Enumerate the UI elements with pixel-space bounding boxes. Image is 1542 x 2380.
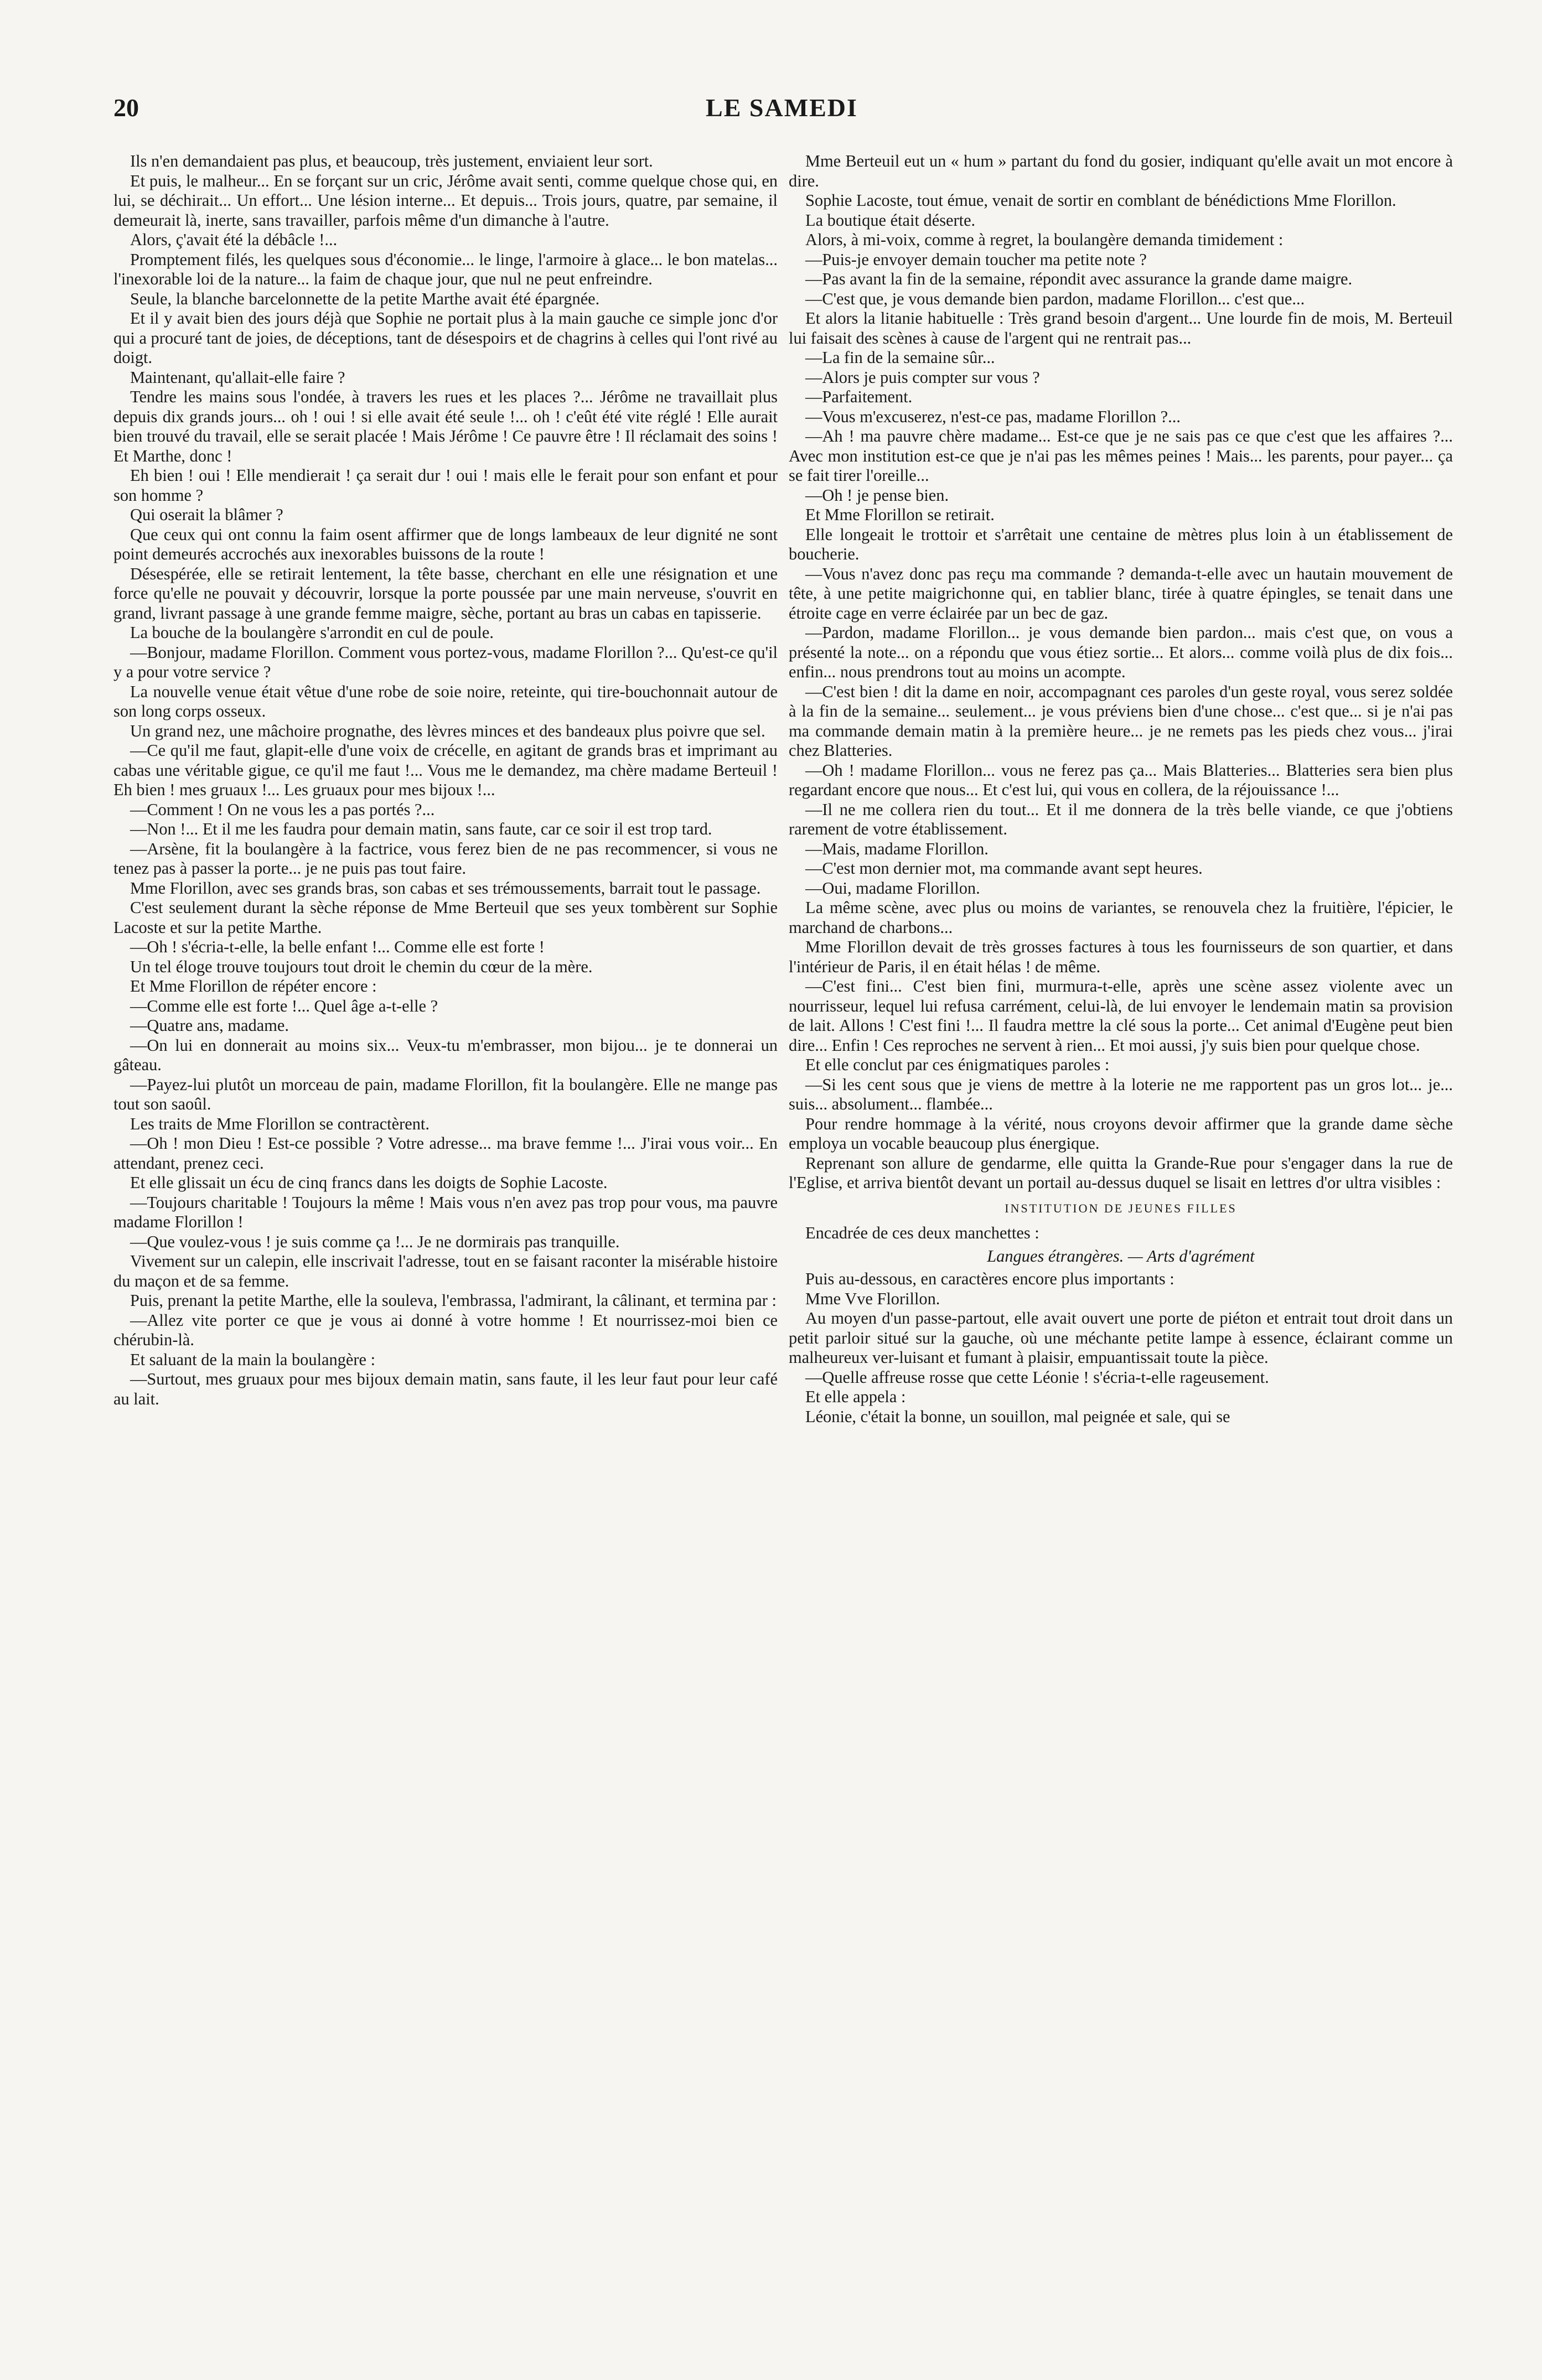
paragraph: —Quelle affreuse rosse que cette Léonie ! s'écria-t-elle rageusement. <box>805 1367 1269 1387</box>
paragraph: La nouvelle venue était vêtue d'une robe de soie noire, reteinte, qui tire-bouchonnait autour de son long corps osseux. <box>113 682 778 720</box>
paragraph: Qui oserait la blâmer ? <box>130 505 283 524</box>
paragraph: Et elle appela : <box>805 1387 906 1406</box>
paragraph: —Ce qu'il me faut, glapit-elle d'une voix de crécelle, en agitant de grands bras et imprimant au cabas une véritable gigue, ce qu'il me faut !... Vous me le demandez, ma chère madame Berteuil ! Eh bien ! mes gruaux !... Les gruaux pour mes bijoux !... <box>113 741 778 799</box>
paragraph: —Surtout, mes gruaux pour mes bijoux demain matin, sans faute, il les leur faut pour leur café au lait. <box>113 1370 778 1408</box>
paragraph: —Parfaitement. <box>805 387 913 406</box>
paragraph: Sophie Lacoste, tout émue, venait de sortir en comblant de bénédictions Mme Florillon. <box>805 191 1396 210</box>
paragraph: Léonie, c'était la bonne, un souillon, mal peignée et sale, qui se <box>805 1407 1230 1426</box>
right-column-part-c <box>789 1269 1453 1427</box>
paragraph: —C'est bien ! dit la dame en noir, accompagnant ces paroles d'un geste royal, vous serez soldée à la fin de la semaine... seulement... je vous préviens bien d'une chose... c'est que... si je n'ai pas ma commande demain matin à la première heure... je ne remets pas les pieds chez vous... j'irai chez Blatteries. <box>789 682 1453 760</box>
paragraph: Eh bien ! oui ! Elle mendierait ! ça serait dur ! oui ! mais elle le ferait pour son enfant et pour son homme ? <box>113 466 778 505</box>
paragraph: —C'est fini... C'est bien fini, murmura-t-elle, après une scène assez violente avec un nourrisseur, lequel lui refusa carrément, celui-là, de lui envoyer le lendemain matin sa provision de lait. Allons ! C'est fini !... Il faudra mettre la clé sous la porte... Cet animal d'Eugène peut bien dire... Enfin ! Ces reproches ne servent à rien... Et moi aussi, j'y suis bien pour quelque chose. <box>789 977 1453 1055</box>
paragraph: —Payez-lui plutôt un morceau de pain, madame Florillon, fit la boulangère. Elle ne mange pas tout son saoûl. <box>113 1075 778 1113</box>
paragraph: Au moyen d'un passe-partout, elle avait ouvert une porte de piéton et entrait tout droit dans un petit parloir situé sur la gauche, où une méchante petite lampe à essence, éclairant comme un malheureux ver-luisant et fumant à plaisir, empuantissait toute la pièce. <box>789 1309 1453 1367</box>
paragraph: Mme Florillon, avec ses grands bras, son cabas et ses trémoussements, barrait tout le passage. <box>130 878 761 898</box>
paragraph: Et Mme Florillon de répéter encore : <box>130 977 377 995</box>
paragraph: —Vous m'excuserez, n'est-ce pas, madame Florillon ?... <box>805 407 1181 426</box>
paragraph: —On lui en donnerait au moins six... Veux-tu m'embrasser, mon bijou... je te donnerai un gâteau. <box>113 1035 778 1074</box>
left-column <box>113 152 778 2326</box>
right-column <box>789 152 1453 2326</box>
paragraph: Mme Berteuil eut un « hum » partant du fond du gosier, indiquant qu'elle avait un mot encore à dire. <box>789 152 1453 190</box>
paragraph: —Arsène, fit la boulangère à la factrice, vous ferez bien de ne pas recommencer, si vous ne tenez pas à passer la porte... je ne puis pas tout faire. <box>113 839 778 878</box>
paragraph: —Mais, madame Florillon. <box>805 839 989 858</box>
paragraph: —C'est que, je vous demande bien pardon, madame Florillon... c'est que... <box>805 289 1305 308</box>
paragraph: —Oh ! madame Florillon... vous ne ferez pas ça... Mais Blatteries... Blatteries sera bien plus regardant encore que nous... Et c'est lui, qui vous en collera, de la réjouissance !... <box>789 760 1453 799</box>
paragraph: La même scène, avec plus ou moins de variantes, se renouvela chez la fruitière, l'épicier, le marchand de charbons... <box>789 898 1453 937</box>
paragraph: —Pardon, madame Florillon... je vous demande bien pardon... mais c'est que, on vous a présenté la note... on a répondu que vous étiez sortie... Et alors... comme voilà plus de dix fois... enfin... nous prendrons tout au moins un acompte. <box>789 623 1453 681</box>
paragraph: —Toujours charitable ! Toujours la même ! Mais vous n'en avez pas trop pour vous, ma pauvre madame Florillon ! <box>113 1192 778 1231</box>
paragraph: Mme Vve Florillon. <box>805 1289 940 1308</box>
paragraph: —Pas avant la fin de la semaine, répondit avec assurance la grande dame maigre. <box>805 269 1353 288</box>
paragraph: —La fin de la semaine sûr... <box>805 348 995 367</box>
paragraph: Mme Florillon devait de très grosses factures à tous les fournisseurs de son quartier, et dans l'intérieur de Paris, il en était hélas ! de même. <box>789 937 1453 976</box>
paragraph: —Puis-je envoyer demain toucher ma petite note ? <box>805 250 1147 269</box>
institution-banner: Langues étrangères. — Arts d'agrément <box>987 1246 1255 1266</box>
paragraph: —Alors je puis compter sur vous ? <box>805 367 1040 387</box>
paragraph: —C'est mon dernier mot, ma commande avant sept heures. <box>805 859 1203 878</box>
paragraph: Elle longeait le trottoir et s'arrêtait une centaine de mètres plus loin à un établissement de boucherie. <box>789 525 1453 563</box>
page-number: 20 <box>113 94 139 122</box>
paragraph: —Oh ! je pense bien. <box>805 485 949 505</box>
paragraph: La boutique était déserte. <box>805 210 976 230</box>
paragraph: C'est seulement durant la sèche réponse de Mme Berteuil que ses yeux tombèrent sur Sophie Lacoste et sur la petite Marthe. <box>113 898 778 937</box>
paragraph: Puis, prenant la petite Marthe, elle la souleva, l'embrassa, l'admirant, la câlinant, et termina par : <box>130 1291 777 1310</box>
paragraph: Et puis, le malheur... En se forçant sur un cric, Jérôme avait senti, comme quelque chose qui, en lui, se déchirait... Un effort... Une lésion interne... Et depuis... Trois jours, quatre, par semaine, il demeurait là, inerte, sans travailler, parfois même d'un dimanche à l'autre. <box>113 171 778 230</box>
paragraph: —Oh ! s'écria-t-elle, la belle enfant !... Comme elle est forte ! <box>130 937 545 956</box>
paragraph: Maintenant, qu'allait-elle faire ? <box>130 367 345 387</box>
paragraph: —Ah ! ma pauvre chère madame... Est-ce que je ne sais pas ce que c'est que les affaires ?... Avec mon institution est-ce que je n'ai pas les mêmes peines ! Mais... les parents, pour payer... ça se fait tirer l'oreille... <box>789 427 1453 485</box>
paragraph: Reprenant son allure de gendarme, elle quitta la Grande-Rue pour s'engager dans la rue de l'Eglise, et arriva bientôt devant un portail au-dessus duquel se lisait en lettres d'or ultra visibles : <box>789 1153 1453 1192</box>
paragraph: Seule, la blanche barcelonnette de la petite Marthe avait été épargnée. <box>130 289 600 308</box>
institution-sign: INSTITUTION DE JEUNES FILLES <box>1005 1201 1237 1215</box>
paragraph: —Allez vite porter ce que je vous ai donné à votre homme ! Et nourrissez-moi bien ce chérubin-là. <box>113 1310 778 1349</box>
paragraph: Alors, ç'avait été la débâcle !... <box>130 230 338 249</box>
paragraph: Promptement filés, les quelques sous d'économie... le linge, l'armoire à glace... le bon matelas... l'inexorable loi de la nature... la faim de chaque jour, que nul ne peut enfreindre. <box>113 250 778 288</box>
paragraph: —Comme elle est forte !... Quel âge a-t-elle ? <box>130 996 438 1015</box>
paragraph: Que ceux qui ont connu la faim osent affirmer que de longs lambeaux de leur dignité ne sont point demeurés accrochés aux inexorables buissons de la route ! <box>113 525 778 563</box>
paragraph: Et alors la litanie habituelle : Très grand besoin d'argent... Une lourde fin de mois, M. Berteuil lui faisait des scènes à cause de l'argent qui ne rentrait pas... <box>789 309 1453 348</box>
paragraph: Puis au-dessous, en caractères encore plus importants : <box>805 1269 1174 1288</box>
paragraph: Encadrée de ces deux manchettes : <box>805 1223 1039 1242</box>
paragraph: Vivement sur un calepin, elle inscrivait l'adresse, tout en se faisant raconter la misérable histoire du maçon et de sa femme. <box>113 1252 778 1290</box>
paragraph: —Que voulez-vous ! je suis comme ça !... Je ne dormirais pas tranquille. <box>130 1232 620 1251</box>
paragraph: Un tel éloge trouve toujours tout droit le chemin du cœur de la mère. <box>130 957 593 976</box>
paragraph: Désespérée, elle se retirait lentement, la tête basse, cherchant en elle une résignation et une force qu'elle ne pouvait y découvrir, lorsque la porte poussée par une main nerveuse, s'ouvrit en grand, livrant passage à une grande femme maigre, sèche, portant au bras un cabas en tapisserie. <box>113 564 778 623</box>
paragraph: Tendre les mains sous l'ondée, à travers les rues et les places ?... Jérôme ne travaillait plus depuis dix grands jours... oh ! oui ! si elle avait été seule !... oh ! c'eût été vite réglé ! Elle aurait bien trouvé du travail, elle se serait placée ! Mais Jérôme ! Ce pauvre être ! Il réclamait des soins ! Et Marthe, donc ! <box>113 387 778 465</box>
paragraph: —Oui, madame Florillon. <box>805 878 980 898</box>
paragraph: Alors, à mi-voix, comme à regret, la boulangère demanda timidement : <box>805 230 1284 249</box>
paragraph: —Oh ! mon Dieu ! Est-ce possible ? Votre adresse... ma brave femme !... J'irai vous voir... En attendant, prenez ceci. <box>113 1134 778 1173</box>
paragraph: —Quatre ans, madame. <box>130 1016 289 1035</box>
paragraph: Et il y avait bien des jours déjà que Sophie ne portait plus à la main gauche ce simple jonc d'or qui a procuré tant de joies, de déceptions, tant de désespoirs et de chagrins à celles qui l'ont rivé au doigt. <box>113 309 778 367</box>
paragraph: Un grand nez, une mâchoire prognathe, des lèvres minces et des bandeaux plus poivre que sel. <box>130 721 765 740</box>
right-column-part-a <box>789 152 1453 1193</box>
paragraph: La bouche de la boulangère s'arrondit en cul de poule. <box>130 623 494 642</box>
paragraph: Ils n'en demandaient pas plus, et beaucoup, très justement, enviaient leur sort. <box>130 152 653 170</box>
paragraph: —Il ne me collera rien du tout... Et il me donnera de la très belle viande, ce que j'obtiens rarement de votre établissement. <box>789 800 1453 838</box>
page-header <box>113 93 1450 132</box>
paragraph: Les traits de Mme Florillon se contractèrent. <box>130 1114 430 1133</box>
paragraph: —Bonjour, madame Florillon. Comment vous portez-vous, madame Florillon ?... Qu'est-ce qu'il y a pour votre service ? <box>113 642 778 681</box>
paragraph: Et Mme Florillon se retirait. <box>805 505 995 524</box>
paragraph: Et elle conclut par ces énigmatiques paroles : <box>805 1055 1110 1074</box>
paragraph: —Comment ! On ne vous les a pas portés ?... <box>130 800 435 819</box>
paragraph: —Non !... Et il me les faudra pour demain matin, sans faute, car ce soir il est trop tard. <box>130 820 712 838</box>
paragraph: Et saluant de la main la boulangère : <box>130 1350 376 1369</box>
paragraph: —Si les cent sous que je viens de mettre à la loterie ne me rapportent pas un gros lot... je... suis... absolument... flambée... <box>789 1075 1453 1113</box>
paragraph: —Vous n'avez donc pas reçu ma commande ? demanda-t-elle avec un hautain mouvement de tête, à une petite maigrichonne qui, en tablier blanc, tirée à quatre épingles, se tenait dans une étroite cage en verre éclairée par un bec de gaz. <box>789 564 1453 623</box>
paragraph: Et elle glissait un écu de cinq francs dans les doigts de Sophie Lacoste. <box>130 1173 608 1192</box>
paragraph: Pour rendre hommage à la vérité, nous croyons devoir affirmer que la grande dame sèche employa un vocable beaucoup plus énergique. <box>789 1114 1453 1153</box>
publication-title: LE SAMEDI <box>706 94 858 122</box>
right-column-part-b <box>789 1223 1453 1243</box>
